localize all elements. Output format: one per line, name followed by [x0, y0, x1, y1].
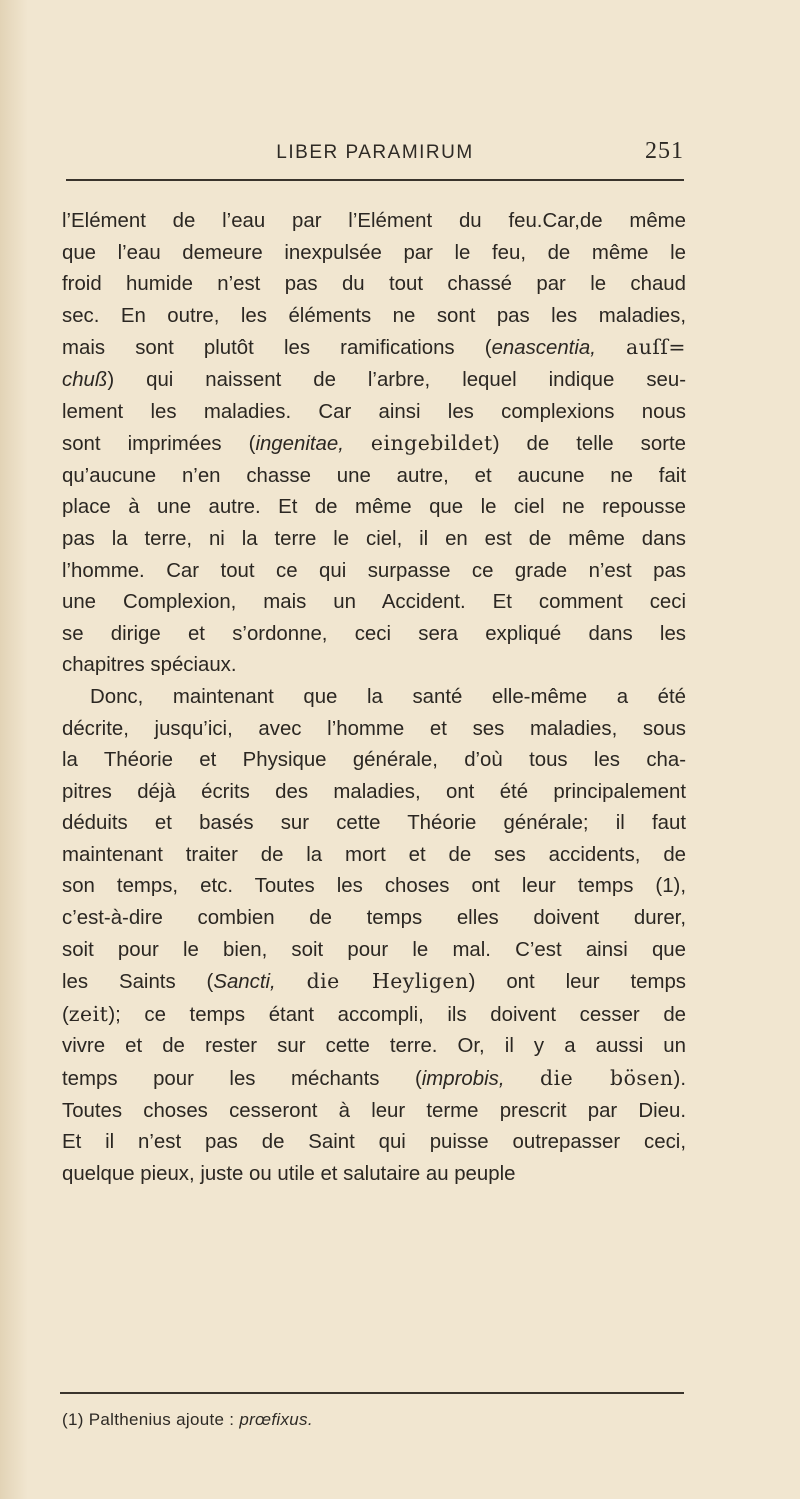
latin-term: chuß — [62, 368, 108, 391]
text-line — [62, 714, 686, 746]
text-run: décrite, jusqu’ici, avec l’homme et ses maladies, sous — [62, 717, 686, 740]
text-line — [62, 269, 686, 301]
text-line — [62, 777, 686, 809]
german-term: auſſ= — [626, 335, 687, 360]
text-line — [62, 556, 686, 588]
text-run: sec. En outre, les éléments ne sont pas les maladies, — [62, 304, 686, 327]
text-line — [62, 492, 686, 524]
text-run: Et il n’est pas de Saint qui puisse outrepasser ceci, — [62, 1131, 686, 1154]
text-line — [62, 935, 686, 967]
text-line — [62, 332, 686, 365]
german-term: eingebildet — [370, 431, 493, 456]
text-line — [62, 524, 686, 556]
text-line — [62, 206, 686, 238]
text-line — [62, 871, 686, 903]
text-run: une Complexion, mais un Accident. Et comment ceci — [62, 591, 686, 614]
running-title: LIBER PARAMIRUM — [276, 142, 474, 163]
text-run — [596, 337, 626, 359]
text-run: se dirige et s’ordonne, ceci sera expliqué dans les — [62, 622, 686, 645]
text-line — [62, 365, 686, 397]
text-line — [62, 903, 686, 935]
german-term: zeit — [68, 1001, 109, 1026]
footnote-text: Palthenius ajoute : — [88, 1410, 235, 1429]
text-line — [62, 428, 686, 461]
text-line — [62, 650, 686, 682]
text-run: les Saints ( — [62, 971, 214, 994]
text-run: que l’eau demeure inexpulsée par le feu, de même le — [62, 241, 686, 264]
footnote — [62, 1410, 313, 1430]
german-term: die bösen — [540, 1066, 674, 1091]
text-run: sont imprimées ( — [62, 433, 256, 456]
text-run: l’homme. Car tout ce qui surpasse ce grade n’est pas — [62, 559, 686, 582]
text-line — [62, 682, 686, 714]
latin-term: enascentia, — [491, 337, 596, 360]
text-line — [62, 1096, 686, 1128]
latin-term: improbis, — [421, 1068, 505, 1091]
text-run: pitres déjà écrits des maladies, ont été principalement — [62, 780, 686, 803]
text-run — [344, 433, 371, 455]
text-line — [62, 461, 686, 493]
text-run: vivre et de rester sur cette terre. Or, il y a aussi un — [62, 1035, 686, 1058]
text-line — [62, 238, 686, 270]
text-run — [504, 1068, 540, 1090]
footnote-rule — [60, 1392, 684, 1394]
text-line — [62, 966, 686, 999]
footnote-marker: (1) — [62, 1410, 84, 1429]
text-run: mais sont plutôt les ramifications ( — [62, 337, 492, 360]
text-line — [62, 397, 686, 429]
text-run: froid humide n’est pas du tout chassé par le chaud — [62, 273, 686, 296]
text-line — [62, 301, 686, 333]
text-run: quelque pieux, juste ou utile et salutaire au peuple — [62, 1162, 516, 1185]
body-text — [62, 206, 686, 1190]
text-line — [62, 1159, 686, 1191]
text-run: ) qui naissent de l’arbre, lequel indique seu- — [107, 368, 686, 391]
text-line — [62, 1031, 686, 1063]
text-run: soit pour le bien, soit pour le mal. C’est ainsi que — [62, 938, 686, 961]
text-run: ). — [673, 1068, 686, 1091]
text-run — [276, 971, 307, 993]
text-run: la Théorie et Physique générale, d’où tous les cha- — [62, 749, 686, 772]
text-line — [62, 745, 686, 777]
text-run: maintenant traiter de la mort et de ses accidents, de — [62, 843, 686, 866]
text-run: son temps, etc. Toutes les choses ont leur temps (1), — [62, 875, 686, 898]
text-run: déduits et basés sur cette Théorie générale; il faut — [62, 812, 686, 835]
text-run: qu’aucune n’en chasse une autre, et aucune ne fait — [62, 464, 686, 487]
page-number: 251 — [645, 138, 684, 164]
header-rule — [66, 179, 684, 181]
text-run: ); ce temps étant accompli, ils doivent cesser de — [108, 1003, 686, 1026]
text-line — [62, 619, 686, 651]
text-run: lement les maladies. Car ainsi les complexions nous — [62, 400, 686, 423]
text-line — [62, 1063, 686, 1096]
text-run: chapitres spéciaux. — [62, 654, 237, 677]
text-run: l’Elément de l’eau par l’Elément du feu.Car,de même — [62, 210, 686, 232]
text-line — [62, 808, 686, 840]
text-run: ( — [62, 1003, 69, 1026]
text-run: temps pour les méchants ( — [62, 1068, 422, 1091]
text-run: Donc, maintenant que la santé elle-même a été — [90, 685, 686, 708]
text-line — [62, 999, 686, 1032]
latin-term: Sancti, — [213, 971, 276, 994]
page-header — [66, 138, 684, 178]
text-run: Toutes choses cesseront à leur terme prescrit par Dieu. — [62, 1099, 686, 1122]
text-run: c’est-à-dire combien de temps elles doivent durer, — [62, 907, 686, 930]
page-edge-shadow — [0, 0, 28, 1499]
text-run: place à une autre. Et de même que le ciel ne repousse — [62, 496, 686, 519]
text-line — [62, 840, 686, 872]
german-term: die Heyligen — [306, 969, 469, 994]
text-run: pas la terre, ni la terre le ciel, il en est de même dans — [62, 527, 686, 550]
text-line — [62, 1127, 686, 1159]
footnote-term: prœfixus. — [239, 1410, 313, 1429]
latin-term: ingenitae, — [255, 433, 344, 456]
text-run: ) ont leur temps — [468, 971, 686, 994]
text-run: ) de telle sorte — [492, 433, 686, 456]
text-line — [62, 587, 686, 619]
